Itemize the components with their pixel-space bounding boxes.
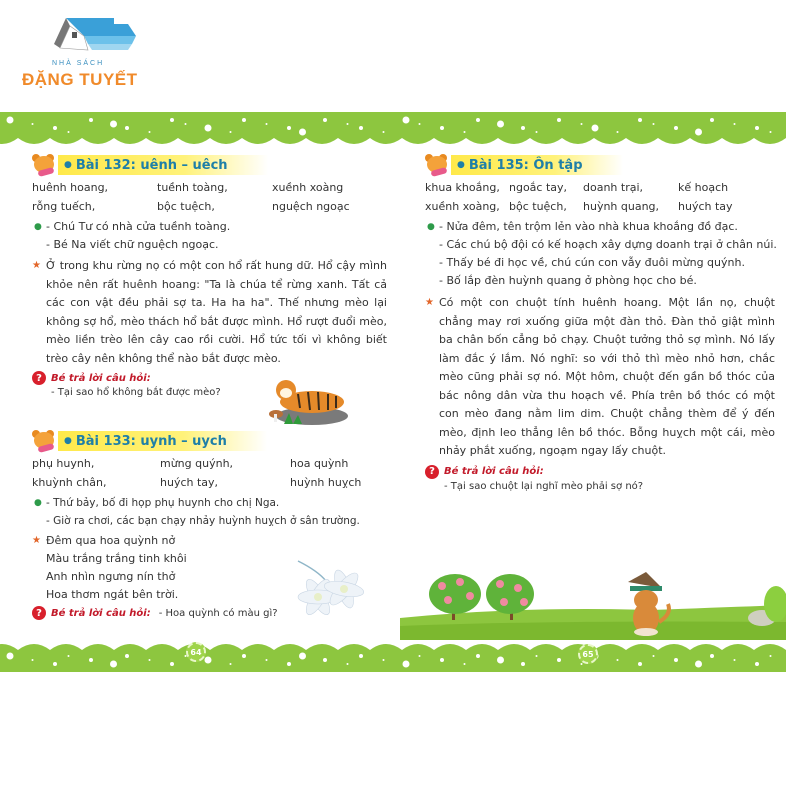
top-decorative-band: [0, 112, 786, 148]
star-decoration-icon: [347, 663, 349, 665]
question-text: - Tại sao chuột lại nghĩ mèo phải sợ nó?: [444, 480, 644, 492]
paragraph-text: Có một con chuột tính huênh hoang. Một lần nọ, chuột chẳng may rơi xuống giữa một đàn thỏ. Đàn thỏ giật mình ba chân bốn cẳng bỏ chạy. Chuột tưởng thỏ sợ mình. Nó lấy làm đắc ý lắm. Nó nghĩ: so với thỏ thì mèo nhỏ hơn, chắc mèo cũng phải sợ nó. Một hôm, chuột đến gần bồ thóc của bác nông dân vừa thu hoạch về. Phía trên bồ thóc có một con mèo đang nằm lim dim. Chuột chẳng thèm để ý đến mèo, định leo thẳng lên bồ thóc. Bỗng huỵch một cái, mèo nhảy phắt xuống, ngoạm ngay lấy chuột.: [439, 296, 775, 457]
lesson-title: [32, 154, 390, 176]
question-block: [32, 606, 278, 620]
star-decoration-icon: [110, 121, 117, 128]
star-decoration-icon: [581, 123, 583, 125]
lesson-title: [32, 430, 390, 452]
star-decoration-icon: [695, 661, 702, 668]
star-decoration-icon: [476, 654, 480, 658]
green-bullet-icon: ●: [34, 222, 42, 232]
sentence: - Nửa đêm, tên trộm lẻn vào nhà khua khoắng đồ đạc.: [439, 220, 738, 233]
poem: [32, 532, 272, 604]
word: huỳnh quang,: [583, 200, 660, 213]
star-decoration-icon: [185, 123, 187, 125]
star-decoration-icon: [299, 129, 306, 136]
star-decoration-icon: [476, 118, 480, 122]
star-decoration-icon: [536, 131, 538, 133]
word: bộc tuệch,: [157, 200, 215, 213]
word: hoa quỳnh: [290, 457, 349, 470]
star-decoration-icon: [53, 662, 57, 666]
question-label: Bé trả lời câu hỏi:: [51, 607, 151, 619]
sentence: - Thứ bảy, bố đi họp phụ huynh cho chị Nga.: [46, 497, 280, 509]
star-decoration-icon: [674, 126, 678, 130]
star-decoration-icon: [242, 654, 246, 658]
star-decoration-icon: [653, 655, 655, 657]
star-decoration-icon: [497, 657, 504, 664]
bear-mascot-icon: [425, 154, 451, 176]
paragraph-text: Ở trong khu rừng nọ có một con hổ rất hung dữ. Hổ cậy mình khỏe nên rất huênh hoang: "Ta là chúa tể rừng xanh. Tất cả các con vật đều phải sợ ta. Ha ha ha". Thế nhưng mèo lại không sợ hổ, mèo thách hổ bắt được mình. Hổ rượt đuổi mèo, mèo liền trèo lên cây cao rồi cười. Hổ tức tối vì không biết trèo cây nên không thể nào bắt được mèo.: [46, 259, 387, 365]
star-decoration-icon: [440, 658, 444, 662]
star-decoration-icon: [464, 663, 466, 665]
star-decoration-icon: [440, 126, 444, 130]
star-decoration-icon: [617, 131, 619, 133]
star-decoration-icon: [653, 123, 655, 125]
star-decoration-icon: [403, 661, 410, 668]
star-decoration-icon: [287, 126, 291, 130]
star-decoration-icon: [695, 129, 702, 136]
star-decoration-icon: [347, 123, 349, 125]
star-decoration-icon: [266, 123, 268, 125]
star-decoration-icon: [419, 655, 421, 657]
orange-star-icon: ★: [425, 297, 434, 308]
star-decoration-icon: [734, 659, 736, 661]
word: kế hoạch: [678, 181, 729, 194]
poem-line: Anh nhìn ngưng nín thở: [46, 570, 176, 583]
bear-mascot-icon: [32, 430, 58, 452]
star-decoration-icon: [359, 126, 363, 130]
word: doanh trại,: [583, 181, 644, 194]
scallop-stars-decoration: [0, 640, 786, 672]
question-label: Bé trả lời câu hỏi:: [444, 466, 544, 477]
star-decoration-icon: [170, 118, 174, 122]
star-decoration-icon: [770, 131, 772, 133]
star-decoration-icon: [592, 125, 599, 132]
sentence: - Giờ ra chơi, các bạn chạy nhảy huỳnh huỵch ở sân trường.: [46, 515, 360, 527]
star-decoration-icon: [230, 131, 232, 133]
page-number-left: 64: [186, 642, 206, 662]
bottom-decorative-band: [0, 640, 786, 672]
logo-title: ĐẶNG TUYẾT: [22, 70, 138, 89]
garden-scene-illustration: [400, 560, 786, 640]
example-sentences: [32, 494, 390, 530]
star-decoration-icon: [617, 659, 619, 661]
logo-subtitle: NHÀ SÁCH: [52, 60, 105, 67]
word-list: [32, 454, 390, 492]
word: huých tay,: [160, 476, 219, 489]
lesson-title-text: Bài 135: Ôn tập: [468, 157, 583, 173]
star-decoration-icon: [125, 126, 129, 130]
orange-star-icon: ★: [32, 260, 41, 271]
word: mừng quýnh,: [160, 457, 234, 470]
question-block: [425, 465, 780, 479]
star-decoration-icon: [710, 654, 714, 658]
star-decoration-icon: [323, 658, 327, 662]
star-decoration-icon: [521, 126, 525, 130]
star-decoration-icon: [557, 658, 561, 662]
star-decoration-icon: [89, 118, 93, 122]
star-decoration-icon: [755, 126, 759, 130]
star-decoration-icon: [68, 655, 70, 657]
question-icon: ?: [32, 371, 46, 385]
lesson-title: [425, 154, 780, 176]
lesson-132: [32, 154, 390, 400]
page-number-right: 65: [578, 644, 598, 664]
green-bullet-icon: ●: [34, 498, 42, 508]
word: bộc tuệch,: [509, 200, 567, 213]
star-decoration-icon: [205, 657, 212, 664]
star-decoration-icon: [287, 662, 291, 666]
example-sentences: [425, 218, 780, 290]
star-decoration-icon: [68, 131, 70, 133]
right-page: [400, 148, 786, 640]
star-decoration-icon: [403, 117, 410, 124]
star-decoration-icon: [536, 655, 538, 657]
lesson-title-text: Bài 132: uênh – uêch: [75, 157, 228, 173]
star-decoration-icon: [419, 123, 421, 125]
left-page: [0, 148, 400, 640]
question-icon: ?: [425, 465, 439, 479]
star-decoration-icon: [464, 131, 466, 133]
reading-paragraph: [32, 257, 387, 368]
star-decoration-icon: [32, 123, 34, 125]
lesson-title-text: Bài 133: uynh – uych: [75, 433, 227, 449]
book-spread: [0, 112, 786, 672]
word: phụ huynh,: [32, 457, 95, 470]
star-decoration-icon: [557, 118, 561, 122]
question-label: Bé trả lời câu hỏi:: [51, 372, 151, 384]
house-book-icon: [44, 14, 144, 54]
star-decoration-icon: [7, 653, 14, 660]
word: khuỳnh chân,: [32, 476, 107, 489]
question-text: - Hoa quỳnh có màu gì?: [158, 607, 278, 619]
star-decoration-icon: [323, 118, 327, 122]
lesson-133: [32, 430, 390, 620]
star-decoration-icon: [149, 659, 151, 661]
lesson-135: [425, 154, 780, 494]
star-decoration-icon: [521, 662, 525, 666]
star-decoration-icon: [242, 118, 246, 122]
star-decoration-icon: [383, 659, 385, 661]
orange-star-icon: ★: [32, 535, 41, 546]
scallop-stars-decoration: [0, 112, 786, 148]
star-decoration-icon: [383, 131, 385, 133]
question-text: - Tại sao hổ không bắt được mèo?: [51, 387, 221, 398]
sentence: - Thấy bé đi học về, chú cún con vẫy đuôi mừng quýnh.: [439, 256, 745, 269]
question-icon: ?: [32, 606, 46, 620]
word-list: [32, 178, 390, 216]
green-bullet-icon: ●: [427, 222, 435, 232]
question-block: [32, 371, 390, 385]
star-decoration-icon: [710, 118, 714, 122]
word: khua khoắng,: [425, 181, 500, 194]
title-dot-icon: ●: [64, 160, 72, 170]
sentence: - Bố lắp đèn huỳnh quang ở phòng học cho bé.: [439, 274, 697, 287]
word: nguệch ngoạc: [272, 200, 350, 213]
word: huỳnh huỵch: [290, 476, 362, 489]
word-list: [425, 178, 780, 216]
star-decoration-icon: [125, 654, 129, 658]
title-dot-icon: ●: [457, 160, 465, 170]
example-sentences: [32, 218, 390, 254]
star-decoration-icon: [638, 662, 642, 666]
word: xuềnh xoàng,: [425, 200, 500, 213]
star-decoration-icon: [205, 125, 212, 132]
star-decoration-icon: [755, 662, 759, 666]
word: huênh hoang,: [32, 181, 109, 194]
star-decoration-icon: [266, 659, 268, 661]
star-decoration-icon: [32, 659, 34, 661]
star-decoration-icon: [581, 663, 583, 665]
star-decoration-icon: [674, 658, 678, 662]
star-decoration-icon: [359, 654, 363, 658]
word: ngoắc tay,: [509, 181, 568, 194]
star-decoration-icon: [770, 655, 772, 657]
reading-paragraph: [425, 294, 775, 461]
word: rỗng tuếch,: [32, 200, 96, 213]
title-dot-icon: ●: [64, 436, 72, 446]
sentence: - Các chú bộ đội có kế hoạch xây dựng doanh trại ở chân núi.: [439, 238, 777, 251]
sentence: - Bé Na viết chữ nguệch ngoạc.: [46, 238, 219, 251]
sentence: - Chú Tư có nhà cửa tuềnh toàng.: [46, 220, 231, 233]
star-decoration-icon: [230, 663, 232, 665]
store-logo: [20, 10, 160, 90]
word: tuềnh toàng,: [157, 181, 228, 194]
poem-line: Đêm qua hoa quỳnh nở: [46, 534, 176, 547]
star-decoration-icon: [170, 662, 174, 666]
poem-line: Màu trắng trắng tinh khôi: [46, 552, 187, 565]
word: xuềnh xoàng: [272, 181, 344, 194]
star-decoration-icon: [638, 118, 642, 122]
poem-line: Hoa thơm ngát bên trời.: [46, 588, 179, 601]
bear-mascot-icon: [32, 154, 58, 176]
star-decoration-icon: [497, 121, 504, 128]
star-decoration-icon: [89, 658, 93, 662]
star-decoration-icon: [7, 117, 14, 124]
word: huých tay: [678, 200, 733, 213]
star-decoration-icon: [149, 131, 151, 133]
star-decoration-icon: [734, 123, 736, 125]
star-decoration-icon: [299, 653, 306, 660]
star-decoration-icon: [53, 126, 57, 130]
star-decoration-icon: [110, 661, 117, 668]
